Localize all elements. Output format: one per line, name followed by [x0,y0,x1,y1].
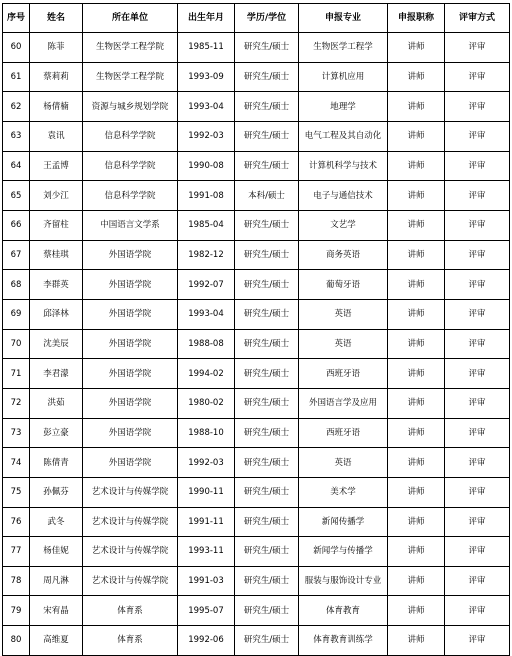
header-row [3,4,510,33]
cell-major: 计算机科学与技术 [299,151,388,181]
table-row [3,299,510,329]
cell-title: 讲师 [388,92,445,122]
cell-major: 新闻学与传播学 [299,537,388,567]
cell-serial-number: 64 [3,151,30,181]
cell-major: 服装与服饰设计专业 [299,566,388,596]
cell-name: 彭立豪 [30,418,83,448]
cell-unit: 信息科学学院 [83,121,178,151]
cell-education: 本科/硕士 [235,181,299,211]
table-header [3,4,510,33]
cell-major: 电子与通信技术 [299,181,388,211]
cell-title: 讲师 [388,240,445,270]
cell-name: 蔡桂琪 [30,240,83,270]
cell-birth-date: 1993-09 [178,62,235,92]
cell-name: 陈菲 [30,33,83,63]
cell-serial-number: 69 [3,299,30,329]
cell-serial-number: 74 [3,448,30,478]
table-row [3,270,510,300]
table-row [3,210,510,240]
cell-name: 齐留柱 [30,210,83,240]
cell-title: 讲师 [388,418,445,448]
cell-name: 王孟博 [30,151,83,181]
cell-name: 杨倩楠 [30,92,83,122]
cell-birth-date: 1995-07 [178,596,235,626]
header-serial-number: 序号 [3,4,30,33]
cell-title: 讲师 [388,62,445,92]
cell-birth-date: 1990-08 [178,151,235,181]
cell-title: 讲师 [388,299,445,329]
cell-education: 研究生/硕士 [235,240,299,270]
cell-major: 西班牙语 [299,418,388,448]
cell-education: 研究生/硕士 [235,418,299,448]
header-title: 申报职称 [388,4,445,33]
table-row [3,507,510,537]
cell-birth-date: 1993-11 [178,537,235,567]
cell-birth-date: 1993-04 [178,92,235,122]
cell-name: 宋宥晶 [30,596,83,626]
cell-major: 葡萄牙语 [299,270,388,300]
cell-unit: 外国语学院 [83,299,178,329]
cell-education: 研究生/硕士 [235,210,299,240]
cell-serial-number: 72 [3,388,30,418]
cell-unit: 艺术设计与传媒学院 [83,477,178,507]
cell-unit: 中国语言文学系 [83,210,178,240]
cell-birth-date: 1980-02 [178,388,235,418]
header-major: 申报专业 [299,4,388,33]
cell-serial-number: 60 [3,33,30,63]
table-row [3,181,510,211]
table-row [3,596,510,626]
cell-review-method: 评审 [445,626,510,656]
cell-major: 西班牙语 [299,359,388,389]
cell-title: 讲师 [388,359,445,389]
cell-serial-number: 66 [3,210,30,240]
cell-serial-number: 65 [3,181,30,211]
cell-review-method: 评审 [445,92,510,122]
cell-review-method: 评审 [445,151,510,181]
cell-education: 研究生/硕士 [235,507,299,537]
cell-major: 地理学 [299,92,388,122]
table-row [3,477,510,507]
cell-title: 讲师 [388,181,445,211]
cell-serial-number: 73 [3,418,30,448]
cell-unit: 外国语学院 [83,270,178,300]
cell-birth-date: 1991-08 [178,181,235,211]
cell-review-method: 评审 [445,181,510,211]
cell-education: 研究生/硕士 [235,596,299,626]
cell-major: 外国语言学及应用 [299,388,388,418]
cell-education: 研究生/硕士 [235,329,299,359]
cell-review-method: 评审 [445,121,510,151]
cell-major: 新闻传播学 [299,507,388,537]
cell-major: 美术学 [299,477,388,507]
table-row [3,151,510,181]
cell-birth-date: 1991-11 [178,507,235,537]
cell-birth-date: 1992-06 [178,626,235,656]
cell-serial-number: 78 [3,566,30,596]
cell-name: 杨佳妮 [30,537,83,567]
table-row [3,359,510,389]
cell-title: 讲师 [388,121,445,151]
cell-name: 沈美辰 [30,329,83,359]
cell-education: 研究生/硕士 [235,448,299,478]
cell-unit: 外国语学院 [83,240,178,270]
table-row [3,418,510,448]
cell-serial-number: 62 [3,92,30,122]
cell-unit: 资源与城乡规划学院 [83,92,178,122]
cell-serial-number: 80 [3,626,30,656]
cell-review-method: 评审 [445,596,510,626]
header-unit: 所在单位 [83,4,178,33]
cell-education: 研究生/硕士 [235,62,299,92]
cell-birth-date: 1994-02 [178,359,235,389]
cell-review-method: 评审 [445,507,510,537]
header-birth-date: 出生年月 [178,4,235,33]
cell-title: 讲师 [388,596,445,626]
table-row [3,329,510,359]
cell-review-method: 评审 [445,448,510,478]
cell-unit: 体育系 [83,596,178,626]
table-row [3,566,510,596]
cell-birth-date: 1985-11 [178,33,235,63]
cell-major: 体育教育训练学 [299,626,388,656]
cell-unit: 艺术设计与传媒学院 [83,537,178,567]
cell-birth-date: 1988-08 [178,329,235,359]
cell-name: 孙佩芬 [30,477,83,507]
cell-birth-date: 1993-04 [178,299,235,329]
cell-title: 讲师 [388,537,445,567]
cell-serial-number: 79 [3,596,30,626]
cell-major: 文艺学 [299,210,388,240]
cell-unit: 生物医学工程学院 [83,33,178,63]
cell-unit: 信息科学学院 [83,151,178,181]
cell-title: 讲师 [388,507,445,537]
cell-review-method: 评审 [445,270,510,300]
cell-education: 研究生/硕士 [235,388,299,418]
cell-serial-number: 68 [3,270,30,300]
cell-review-method: 评审 [445,388,510,418]
cell-title: 讲师 [388,33,445,63]
cell-birth-date: 1990-11 [178,477,235,507]
table-row [3,62,510,92]
cell-unit: 外国语学院 [83,448,178,478]
header-review-method: 评审方式 [445,4,510,33]
cell-education: 研究生/硕士 [235,92,299,122]
cell-serial-number: 63 [3,121,30,151]
cell-review-method: 评审 [445,537,510,567]
cell-education: 研究生/硕士 [235,566,299,596]
cell-review-method: 评审 [445,62,510,92]
cell-education: 研究生/硕士 [235,299,299,329]
cell-birth-date: 1988-10 [178,418,235,448]
cell-name: 高维夏 [30,626,83,656]
cell-name: 刘少江 [30,181,83,211]
cell-major: 英语 [299,329,388,359]
table-row [3,121,510,151]
cell-title: 讲师 [388,270,445,300]
cell-major: 计算机应用 [299,62,388,92]
table-row [3,448,510,478]
cell-birth-date: 1992-03 [178,448,235,478]
table-body [3,33,510,656]
cell-major: 英语 [299,299,388,329]
table-row [3,33,510,63]
table-row [3,388,510,418]
cell-unit: 艺术设计与传媒学院 [83,507,178,537]
cell-serial-number: 67 [3,240,30,270]
cell-education: 研究生/硕士 [235,121,299,151]
cell-unit: 外国语学院 [83,359,178,389]
cell-name: 邱泽林 [30,299,83,329]
cell-unit: 生物医学工程学院 [83,62,178,92]
cell-serial-number: 75 [3,477,30,507]
cell-education: 研究生/硕士 [235,151,299,181]
cell-review-method: 评审 [445,566,510,596]
applicant-table [2,3,510,656]
cell-review-method: 评审 [445,329,510,359]
cell-name: 李群英 [30,270,83,300]
cell-major: 商务英语 [299,240,388,270]
cell-name: 周凡淋 [30,566,83,596]
cell-serial-number: 71 [3,359,30,389]
cell-birth-date: 1985-04 [178,210,235,240]
cell-education: 研究生/硕士 [235,626,299,656]
cell-serial-number: 70 [3,329,30,359]
cell-birth-date: 1991-03 [178,566,235,596]
cell-education: 研究生/硕士 [235,477,299,507]
cell-name: 陈倩青 [30,448,83,478]
table-row [3,626,510,656]
cell-title: 讲师 [388,151,445,181]
cell-birth-date: 1992-07 [178,270,235,300]
cell-unit: 体育系 [83,626,178,656]
cell-serial-number: 61 [3,62,30,92]
cell-title: 讲师 [388,477,445,507]
cell-birth-date: 1982-12 [178,240,235,270]
cell-major: 体育教育 [299,596,388,626]
header-education: 学历/学位 [235,4,299,33]
cell-major: 电气工程及其自动化 [299,121,388,151]
header-name: 姓名 [30,4,83,33]
cell-serial-number: 77 [3,537,30,567]
cell-major: 英语 [299,448,388,478]
cell-name: 李君濛 [30,359,83,389]
cell-title: 讲师 [388,210,445,240]
cell-birth-date: 1992-03 [178,121,235,151]
cell-unit: 外国语学院 [83,329,178,359]
cell-title: 讲师 [388,329,445,359]
cell-review-method: 评审 [445,240,510,270]
cell-unit: 外国语学院 [83,388,178,418]
cell-education: 研究生/硕士 [235,359,299,389]
cell-review-method: 评审 [445,299,510,329]
cell-unit: 艺术设计与传媒学院 [83,566,178,596]
table-row [3,92,510,122]
cell-name: 洪茹 [30,388,83,418]
cell-title: 讲师 [388,626,445,656]
table-row [3,240,510,270]
cell-title: 讲师 [388,388,445,418]
cell-education: 研究生/硕士 [235,33,299,63]
cell-unit: 外国语学院 [83,418,178,448]
cell-review-method: 评审 [445,477,510,507]
cell-title: 讲师 [388,448,445,478]
cell-title: 讲师 [388,566,445,596]
cell-name: 袁讯 [30,121,83,151]
cell-review-method: 评审 [445,359,510,389]
cell-education: 研究生/硕士 [235,537,299,567]
cell-review-method: 评审 [445,210,510,240]
cell-review-method: 评审 [445,33,510,63]
cell-name: 武冬 [30,507,83,537]
cell-education: 研究生/硕士 [235,270,299,300]
table-row [3,537,510,567]
cell-serial-number: 76 [3,507,30,537]
cell-unit: 信息科学学院 [83,181,178,211]
cell-name: 蔡莉莉 [30,62,83,92]
cell-major: 生物医学工程学 [299,33,388,63]
cell-review-method: 评审 [445,418,510,448]
